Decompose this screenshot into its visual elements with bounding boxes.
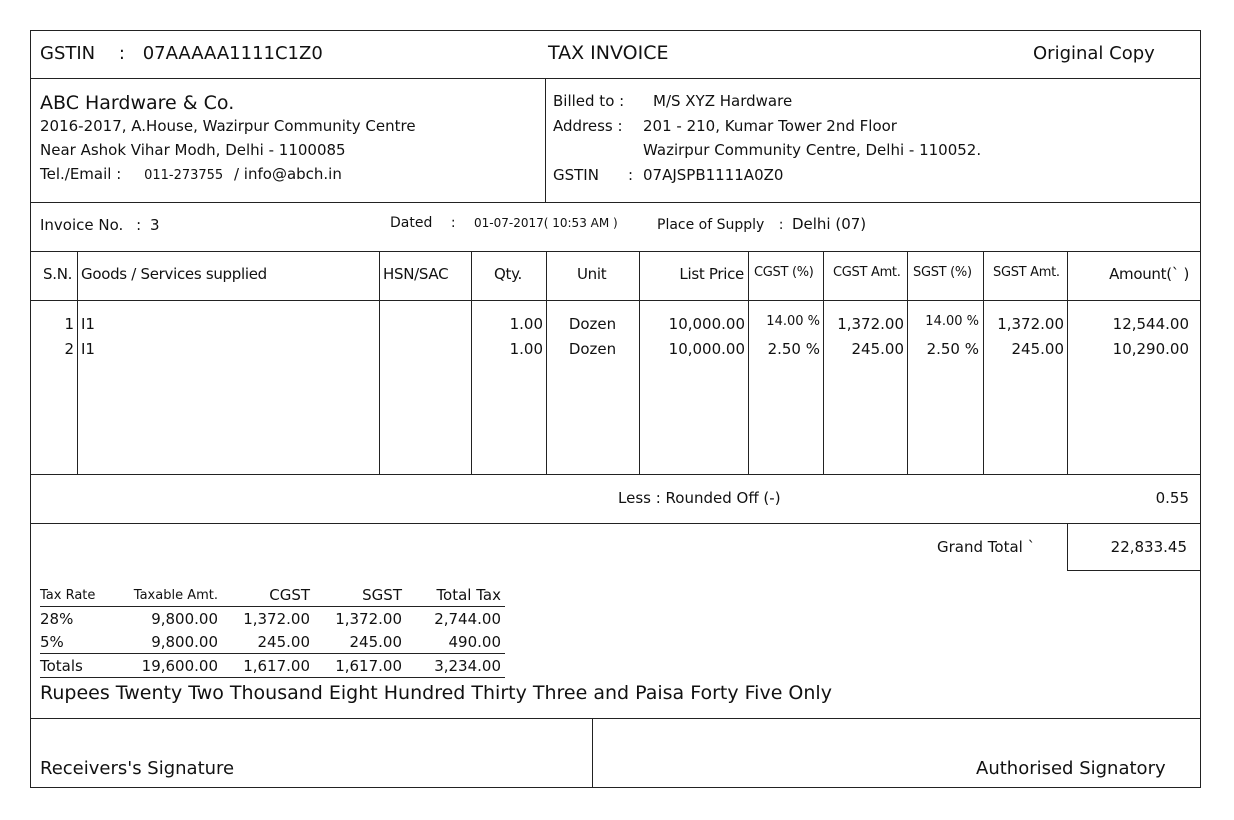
col-header-sn: S.N.	[43, 265, 73, 283]
row1-list-price: 10,000.00	[668, 315, 745, 333]
divider	[31, 300, 1200, 301]
divider	[471, 251, 472, 474]
amount-in-words: Rupees Twenty Two Thousand Eight Hundred Thirty Three and Paisa Forty Five Only	[40, 682, 832, 704]
divider	[31, 251, 1200, 252]
tax-summary-totals-row	[40, 654, 505, 678]
invoice-dated	[390, 215, 456, 231]
rounded-off-label: Less : Rounded Off (-)	[618, 489, 781, 507]
invoice-number-value: 3	[149, 216, 160, 234]
row1-cgst-amt: 1,372.00	[837, 315, 904, 333]
row2-unit: Dozen	[568, 340, 617, 358]
place-of-supply	[657, 215, 866, 233]
tax-summary-rate: 5%	[40, 630, 118, 654]
receiver-signature-label: Receivers's Signature	[40, 758, 235, 779]
row1-cgst-pct: 14.00 %	[766, 314, 820, 329]
rounded-off-value: 0.55	[1155, 489, 1189, 507]
place-of-supply-value: Delhi (07)	[791, 215, 867, 233]
row1-unit: Dozen	[568, 315, 617, 333]
col-header-list-price: List Price	[679, 265, 744, 283]
col-header-sgst-amt: SGST Amt.	[993, 265, 1060, 280]
col-header-goods: Goods / Services supplied	[81, 265, 267, 283]
seller-phone: 011-273755	[144, 168, 224, 183]
divider	[77, 251, 78, 474]
header-gstin-separator: :	[118, 43, 125, 64]
tax-summary-header-total-tax: Total Tax	[406, 584, 505, 607]
buyer-address-line1: 201 - 210, Kumar Tower 2nd Floor	[643, 117, 897, 135]
divider	[748, 251, 749, 474]
header-gstin-label: GSTIN	[40, 43, 96, 64]
buyer-billed-to-label: Billed to :	[553, 92, 625, 110]
divider	[31, 474, 1200, 475]
divider	[31, 202, 1200, 203]
tax-summary-header-taxable: Taxable Amt.	[118, 584, 222, 607]
tax-summary-totals-total-tax: 3,234.00	[406, 654, 505, 678]
invoice-number-label: Invoice No.	[40, 216, 124, 234]
row2-cgst-amt: 245.00	[851, 340, 904, 358]
row1-sn: 1	[64, 315, 74, 333]
tax-summary-table	[40, 584, 505, 678]
dated-separator: :	[450, 215, 456, 231]
col-header-cgst-amt: CGST Amt.	[833, 265, 901, 280]
buyer-address-label: Address :	[553, 117, 623, 135]
tax-summary-totals-taxable: 19,600.00	[118, 654, 222, 678]
tax-summary-totals-cgst: 1,617.00	[222, 654, 314, 678]
place-of-supply-separator: :	[778, 217, 784, 233]
tax-summary-total-tax: 2,744.00	[434, 609, 501, 628]
row2-qty: 1.00	[509, 340, 543, 358]
col-header-qty: Qty.	[494, 265, 522, 283]
tax-summary-totals-sgst: 1,617.00	[314, 654, 406, 678]
invoice-time-value: ( 10:53 AM )	[543, 216, 618, 230]
seller-contact-label: Tel./Email :	[40, 165, 122, 183]
divider	[1067, 251, 1068, 474]
tax-summary-row	[40, 607, 505, 631]
tax-summary-taxable: 9,800.00	[151, 609, 218, 628]
row1-amount: 12,544.00	[1112, 315, 1189, 333]
col-header-sgst-pct: SGST (%)	[913, 265, 972, 280]
divider	[31, 523, 1200, 524]
authorised-signatory-label: Authorised Signatory	[976, 758, 1166, 779]
divider	[545, 78, 546, 202]
col-header-unit: Unit	[577, 265, 607, 283]
tax-summary-cgst: 245.00	[222, 630, 314, 654]
buyer-name: M/S XYZ Hardware	[653, 92, 793, 110]
divider	[592, 718, 593, 788]
tax-summary-row	[40, 630, 505, 654]
row1-sgst-pct: 14.00 %	[925, 314, 979, 329]
seller-name: ABC Hardware & Co.	[40, 92, 235, 114]
tax-summary-total-tax: 490.00	[406, 630, 505, 654]
header-gstin	[40, 43, 323, 64]
buyer-gstin-value: 07AJSPB1111A0Z0	[643, 166, 784, 184]
copy-type: Original Copy	[1033, 43, 1155, 64]
col-header-hsn: HSN/SAC	[383, 265, 449, 283]
invoice-date-value: 01-07-2017	[474, 216, 544, 230]
invoice-number-separator: :	[136, 216, 142, 234]
row2-cgst-pct: 2.50 %	[767, 340, 820, 358]
row2-goods: I1	[81, 340, 95, 358]
invoice-title: TAX INVOICE	[548, 42, 669, 64]
divider	[983, 251, 984, 474]
tax-summary-header-rate: Tax Rate	[40, 584, 118, 607]
divider	[823, 251, 824, 474]
divider	[546, 251, 547, 474]
grand-total-value: 22,833.45	[1110, 538, 1187, 556]
seller-contact	[40, 165, 342, 183]
row1-sgst-amt: 1,372.00	[997, 315, 1064, 333]
row1-goods: I1	[81, 315, 95, 333]
divider	[1067, 570, 1200, 571]
tax-summary-cgst: 1,372.00	[243, 609, 310, 628]
col-header-cgst-pct: CGST (%)	[754, 265, 814, 280]
tax-summary-sgst: 1,372.00	[335, 609, 402, 628]
buyer-gstin-separator: :	[628, 166, 634, 184]
invoice-date	[474, 216, 618, 230]
grand-total-label: Grand Total `	[937, 538, 1036, 556]
row2-sgst-pct: 2.50 %	[926, 340, 979, 358]
divider	[1067, 523, 1068, 570]
row2-list-price: 10,000.00	[668, 340, 745, 358]
seller-email: / info@abch.in	[233, 165, 342, 183]
row2-sn: 2	[64, 340, 74, 358]
buyer-address-line2: Wazirpur Community Centre, Delhi - 110052.	[643, 141, 982, 159]
divider	[907, 251, 908, 474]
divider	[379, 251, 380, 474]
tax-summary-header-cgst: CGST	[222, 584, 314, 607]
col-header-amount: Amount(` )	[1109, 265, 1189, 283]
tax-summary-sgst: 245.00	[314, 630, 406, 654]
tax-summary-header-sgst: SGST	[314, 584, 406, 607]
tax-summary-rate: 28%	[40, 609, 74, 628]
tax-summary-taxable: 9,800.00	[118, 630, 222, 654]
divider	[31, 718, 1200, 719]
tax-summary-totals-label: Totals	[40, 654, 118, 678]
divider	[31, 78, 1200, 79]
divider	[639, 251, 640, 474]
seller-address-line1: 2016-2017, A.House, Wazirpur Community Centre	[40, 117, 416, 135]
header-gstin-value: 07AAAAA1111C1Z0	[142, 43, 323, 64]
row1-qty: 1.00	[509, 315, 543, 333]
invoice-number	[40, 216, 159, 234]
seller-address-line2: Near Ashok Vihar Modh, Delhi - 1100085	[40, 141, 346, 159]
invoice-page	[30, 30, 1201, 788]
buyer-gstin-label: GSTIN	[553, 166, 599, 184]
place-of-supply-label: Place of Supply	[657, 217, 765, 233]
row2-sgst-amt: 245.00	[1011, 340, 1064, 358]
row2-amount: 10,290.00	[1112, 340, 1189, 358]
dated-label: Dated	[390, 215, 433, 231]
